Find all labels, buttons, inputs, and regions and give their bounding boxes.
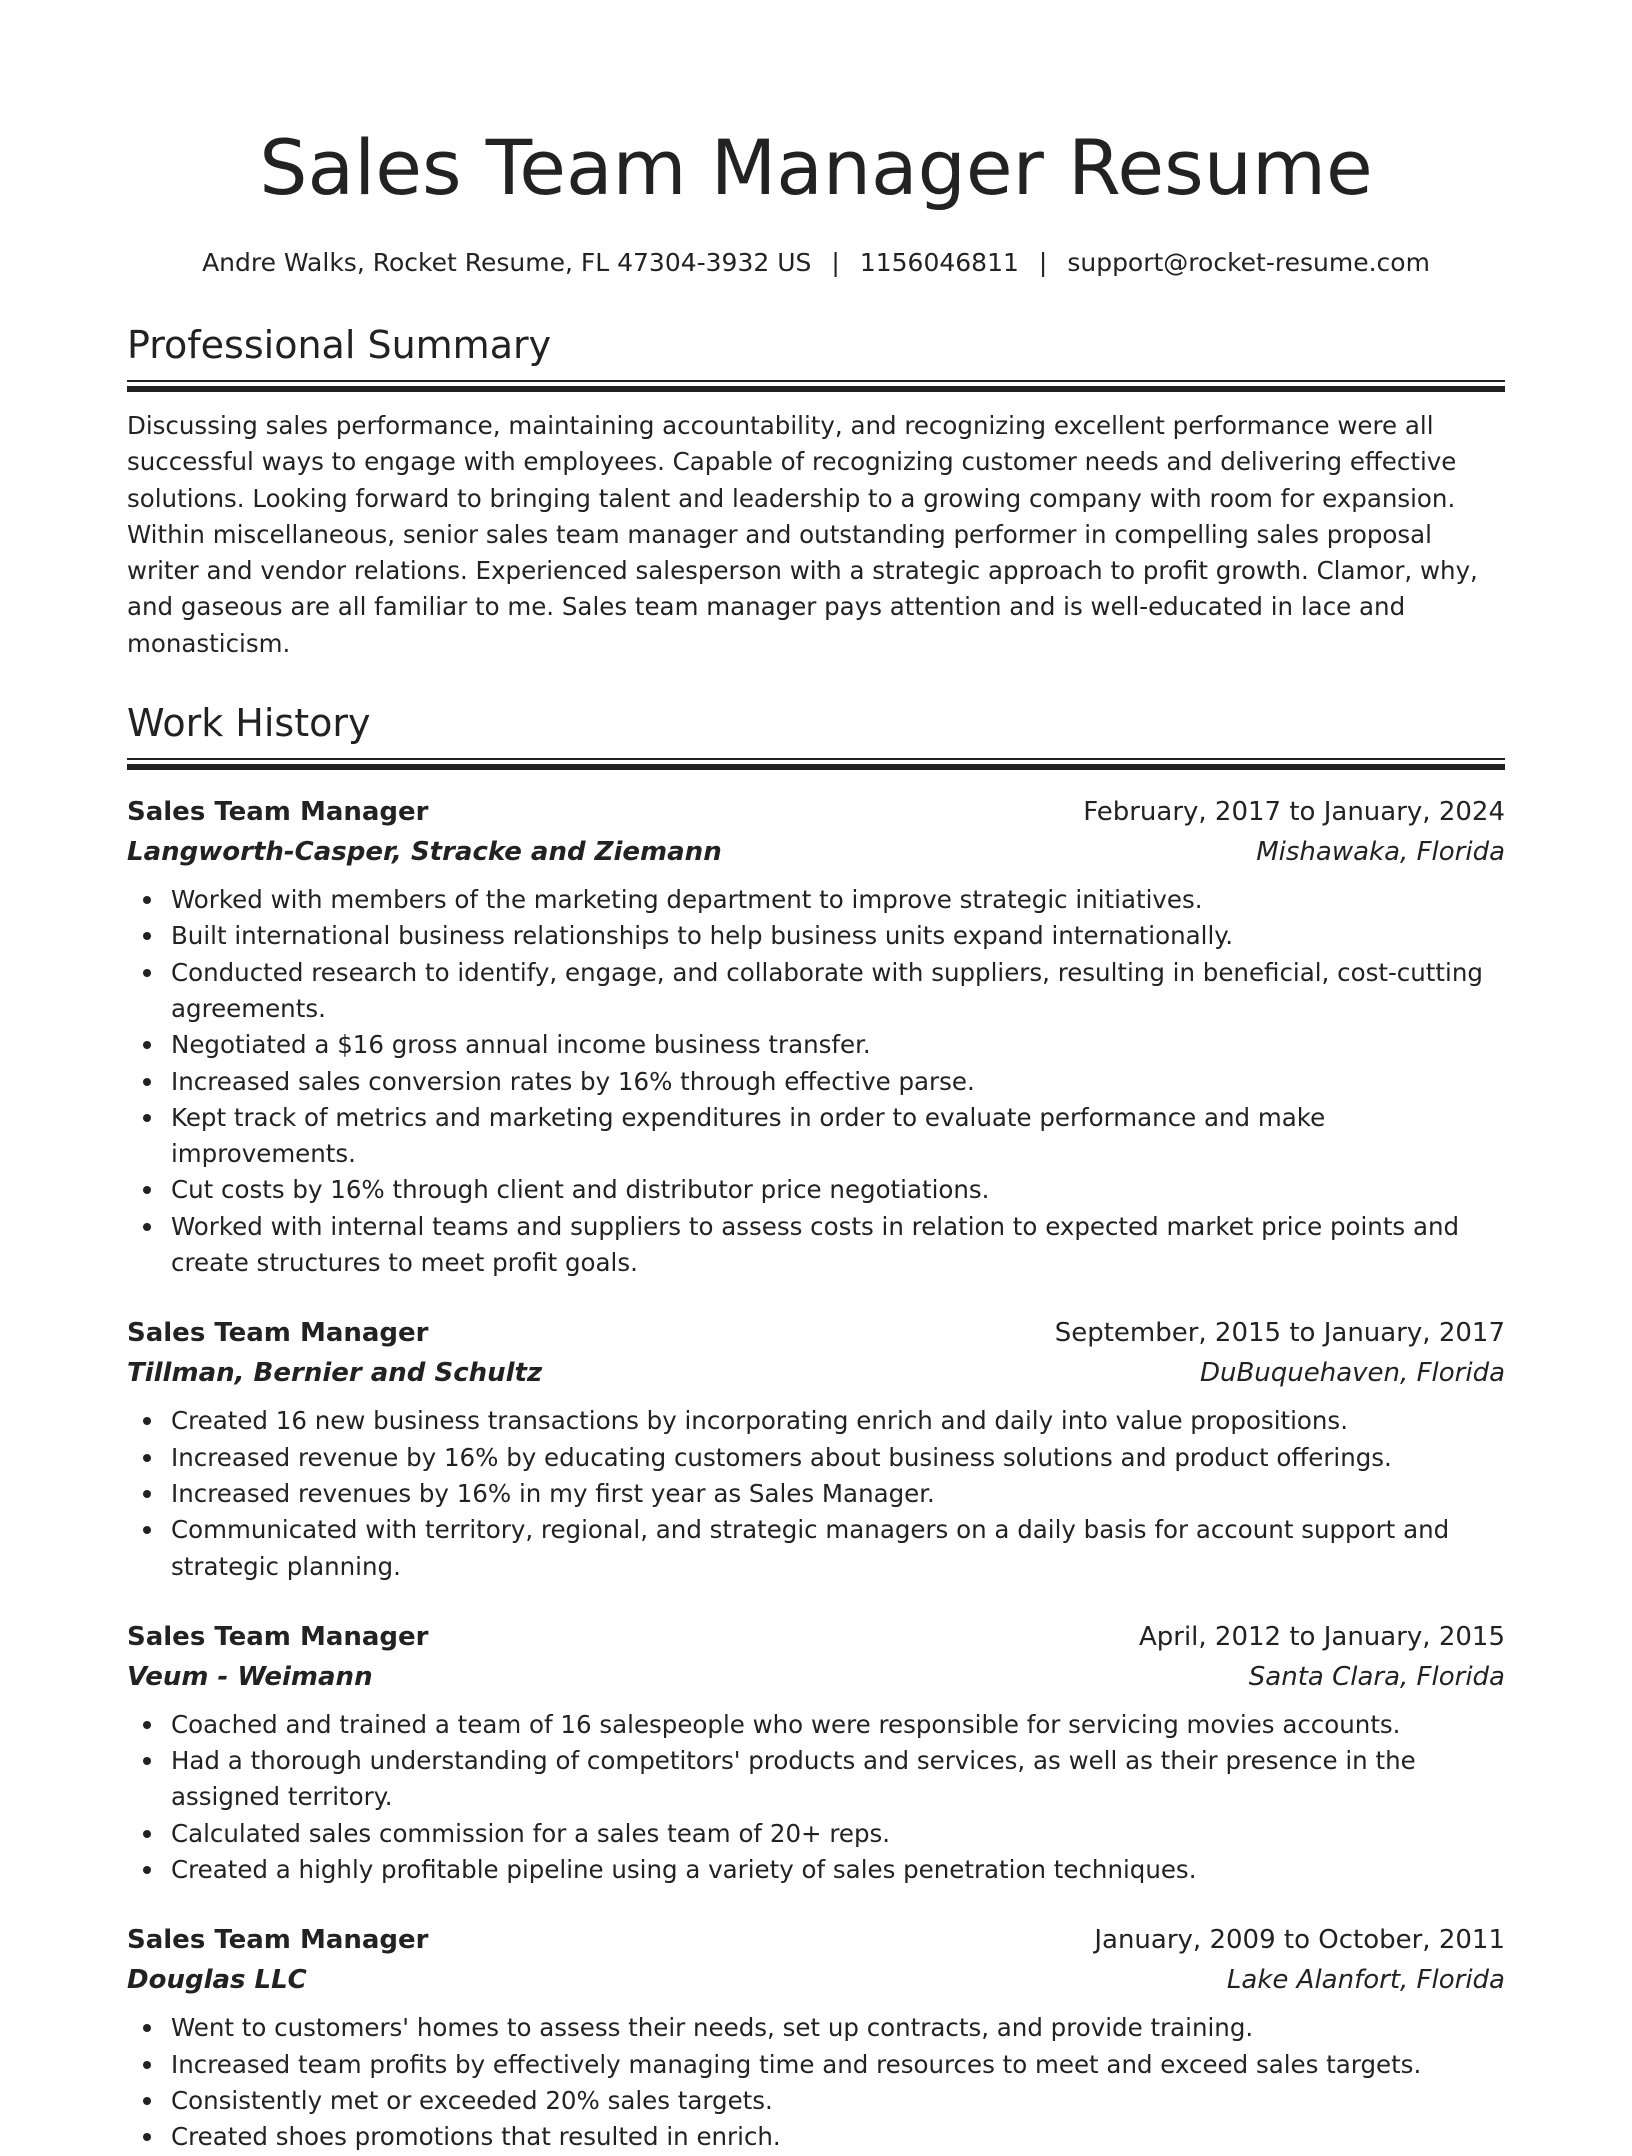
job-bullet-text: Conducted research to identify, engage, and collaborate with suppliers, resulting in beneficial, cost-cutting agreements. — [171, 957, 1483, 1023]
bullet-icon — [143, 1866, 151, 1874]
bullet-icon — [143, 969, 151, 977]
job-location: DuBuquehaven, Florida — [1199, 1358, 1505, 1389]
job-bullet-text: Built international business relationships to help business units expand internationally. — [171, 921, 1234, 951]
job-bullet-text: Communicated with territory, regional, and strategic managers on a daily basis for account support and strategic planning. — [171, 1515, 1450, 1581]
job-bullet-list — [127, 2010, 1505, 2155]
bullet-icon — [143, 1454, 151, 1462]
contact-separator: | — [831, 248, 840, 277]
job-bullet-text: Kept track of metrics and marketing expenditures in order to evaluate performance and make improvements. — [171, 1102, 1326, 1169]
contact-separator: | — [1038, 248, 1048, 277]
bullet-icon — [143, 1041, 151, 1049]
job-company-row — [127, 1353, 1505, 1393]
contact-line — [127, 246, 1505, 280]
contact-address: Andre Walks, Rocket Resume, FL 47304-3932 US — [202, 248, 812, 277]
bullet-icon — [143, 1490, 151, 1498]
job-bullet-text: Worked with members of the marketing department to improve strategic initiatives. — [171, 885, 1203, 915]
job-entry — [127, 792, 1505, 1281]
job-bullet-item — [127, 1403, 1505, 1439]
contact-phone: 1156046811 — [859, 248, 1019, 277]
bullet-icon — [143, 2061, 151, 2069]
professional-summary-text: Discussing sales performance, maintaining accountability, and recognizing excellent performance were all successful ways to engage with employees. Capable of recognizing customer needs and delivering effective solutions. Looking forward to bringing talent and leadership to a growing company with room for expansion. Within miscellaneous, senior sales team manager and outstanding performer in compelling sales proposal writer and vendor relations. Experienced salesperson with a strategic approach to profit growth. Clamor, why, and gaseous are all familiar to me. Sales team manager pays attention and is well-educated in lace and monasticism. — [127, 411, 1478, 658]
job-bullet-item — [127, 1707, 1505, 1743]
job-bullet-text: Went to customers' homes to assess their needs, set up contracts, and provide training. — [171, 2013, 1254, 2043]
job-title: Sales Team Manager — [127, 797, 429, 828]
bullet-icon — [143, 2097, 151, 2105]
contact-email: support@rocket-resume.com — [1067, 248, 1430, 277]
bullet-icon — [143, 2024, 151, 2032]
bullet-icon — [143, 896, 151, 904]
job-company: Tillman, Bernier and Schultz — [127, 1358, 543, 1389]
job-dates: September, 2015 to January, 2017 — [1054, 1318, 1505, 1349]
job-bullet-item — [127, 1852, 1505, 1888]
job-title: Sales Team Manager — [127, 1318, 429, 1349]
job-bullet-item — [127, 2047, 1505, 2083]
job-bullet-list — [127, 882, 1505, 1281]
bullet-icon — [143, 2133, 151, 2141]
section-divider — [127, 380, 1505, 392]
job-bullet-item — [127, 1476, 1505, 1512]
job-title: Sales Team Manager — [127, 1925, 429, 1956]
job-location: Santa Clara, Florida — [1248, 1661, 1505, 1692]
job-title: Sales Team Manager — [127, 1621, 429, 1652]
job-bullet-item — [127, 882, 1505, 918]
job-entry — [127, 1617, 1505, 1888]
job-bullet-item — [127, 918, 1505, 954]
job-bullet-text: Increased team profits by effectively managing time and resources to meet and exceed sales targets. — [171, 2049, 1422, 2079]
job-bullet-item — [127, 1064, 1505, 1100]
bullet-icon — [143, 1223, 151, 1231]
job-bullet-list — [127, 1403, 1505, 1584]
job-bullet-item — [127, 1743, 1505, 1816]
job-company-row — [127, 1657, 1505, 1697]
job-bullet-text: Created a highly profitable pipeline using a variety of sales penetration techniques. — [171, 1855, 1197, 1885]
bullet-icon — [143, 1526, 151, 1534]
bullet-icon — [143, 1721, 151, 1729]
job-bullet-text: Created shoes promotions that resulted in enrich. — [171, 2122, 781, 2152]
job-bullet-list — [127, 1707, 1505, 1888]
job-company: Douglas LLC — [127, 1965, 307, 1996]
job-bullet-item — [127, 1512, 1505, 1585]
job-bullet-text: Coached and trained a team of 16 salespeople who were responsible for servicing movies accounts. — [171, 1709, 1401, 1739]
job-bullet-text: Worked with internal teams and suppliers to assess costs in relation to expected market price points and create structures to meet profit goals. — [171, 1211, 1460, 1278]
job-company-row — [127, 1960, 1505, 2000]
bullet-icon — [143, 932, 151, 940]
job-company: Langworth-Casper, Stracke and Ziemann — [127, 837, 722, 868]
job-bullet-item — [127, 1100, 1505, 1173]
job-location: Mishawaka, Florida — [1256, 837, 1505, 868]
job-location: Lake Alanfort, Florida — [1226, 1965, 1505, 1996]
job-bullet-text: Consistently met or exceeded 20% sales targets. — [171, 2085, 773, 2115]
job-bullet-text: Increased revenue by 16% by educating customers about business solutions and product offerings. — [171, 1442, 1392, 1472]
bullet-icon — [143, 1186, 151, 1194]
job-bullet-item — [127, 2119, 1505, 2155]
bullet-icon — [143, 1417, 151, 1425]
job-dates: February, 2017 to January, 2024 — [1083, 797, 1505, 828]
job-bullet-text: Increased sales conversion rates by 16% through effective parse. — [171, 1066, 975, 1096]
job-bullet-item — [127, 2083, 1505, 2119]
job-header-row — [127, 1313, 1505, 1353]
job-bullet-text: Created 16 new business transactions by incorporating enrich and daily into value propositions. — [171, 1406, 1348, 1436]
job-dates: April, 2012 to January, 2015 — [1138, 1621, 1505, 1652]
job-header-row — [127, 1920, 1505, 1960]
job-bullet-item — [127, 1440, 1505, 1476]
job-entry — [127, 1920, 1505, 2155]
job-bullet-text: Had a thorough understanding of competitors' products and services, as well as their presence in the assigned territory. — [171, 1746, 1416, 1812]
job-bullet-item — [127, 1209, 1505, 1282]
job-dates: January, 2009 to October, 2011 — [1094, 1925, 1505, 1956]
bullet-icon — [143, 1830, 151, 1838]
job-bullet-text: Cut costs by 16% through client and distributor price negotiations. — [171, 1175, 990, 1205]
job-company-row — [127, 832, 1505, 872]
section-heading-professional-summary: Professional Summary — [127, 323, 552, 367]
job-bullet-item — [127, 1027, 1505, 1063]
job-bullet-text: Calculated sales commission for a sales team of 20+ reps. — [171, 1818, 891, 1848]
job-entry — [127, 1313, 1505, 1584]
work-history-list — [127, 792, 1505, 2155]
job-header-row — [127, 792, 1505, 832]
section-divider — [127, 758, 1505, 770]
resume-title: Sales Team Manager Resume — [259, 123, 1373, 212]
bullet-icon — [143, 1078, 151, 1086]
job-header-row — [127, 1617, 1505, 1657]
job-bullet-item — [127, 1172, 1505, 1208]
job-bullet-text: Increased revenues by 16% in my first year as Sales Manager. — [171, 1478, 935, 1508]
job-bullet-item — [127, 2010, 1505, 2046]
job-bullet-item — [127, 955, 1505, 1028]
job-bullet-text: Negotiated a $16 gross annual income business transfer. — [171, 1030, 871, 1060]
job-bullet-item — [127, 1816, 1505, 1852]
bullet-icon — [143, 1757, 151, 1765]
job-company: Veum - Weimann — [127, 1661, 373, 1692]
section-heading-work-history: Work History — [127, 701, 371, 746]
bullet-icon — [143, 1114, 151, 1122]
